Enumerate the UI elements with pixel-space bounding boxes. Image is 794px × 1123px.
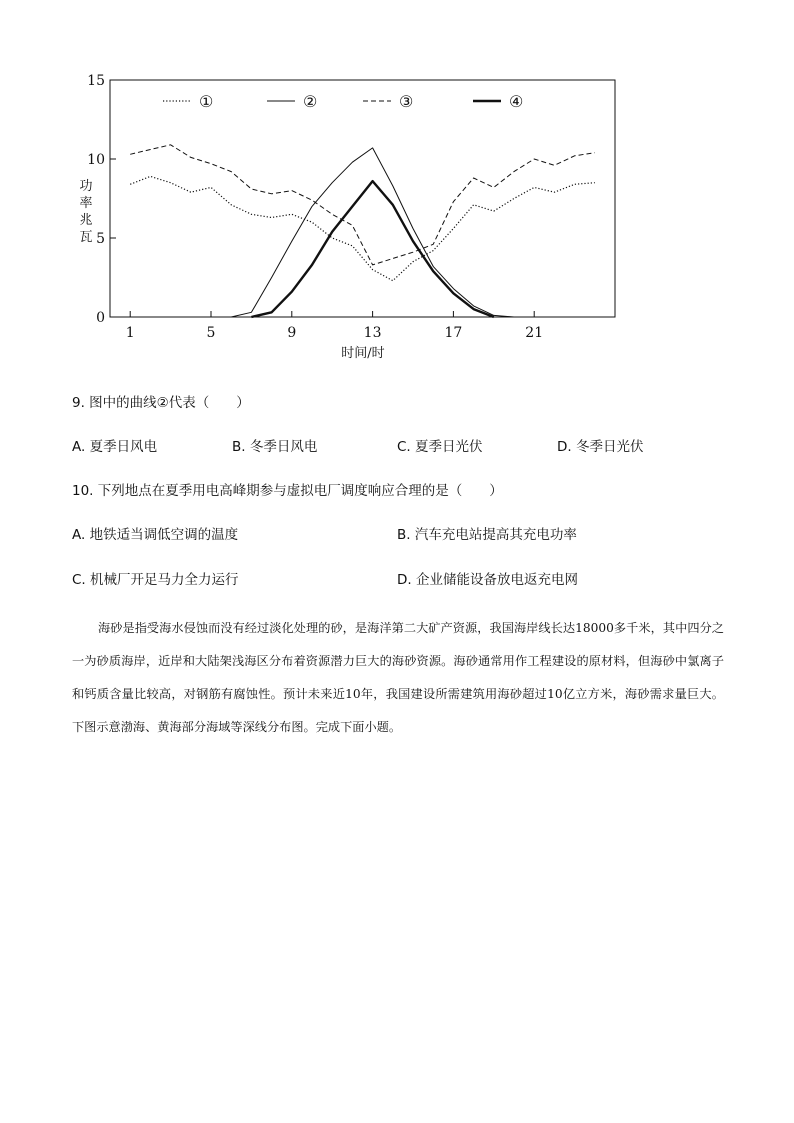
y-tick-label: 15 — [87, 73, 105, 89]
power-line-chart — [60, 68, 640, 368]
x-tick-label: 1 — [125, 325, 135, 341]
x-tick-label: 9 — [287, 325, 297, 341]
question-9-option-b[interactable]: B. 冬季日风电 — [232, 439, 318, 455]
question-10-stem: 10. 下列地点在夏季用电高峰期参与虚拟电厂调度响应合理的是（ ） — [72, 483, 503, 499]
series-line-2 — [231, 148, 514, 317]
x-axis-label: 时间/时 — [341, 346, 385, 361]
x-tick-label: 13 — [363, 325, 382, 341]
y-axis-label: 功率兆瓦 — [79, 179, 93, 245]
legend — [163, 92, 523, 111]
question-9-stem: 9. 图中的曲线②代表（ ） — [72, 395, 250, 411]
legend-label-4: ④ — [509, 92, 524, 111]
question-9-option-c[interactable]: C. 夏季日光伏 — [397, 439, 483, 455]
x-tick-label: 17 — [444, 325, 463, 341]
x-tick-label: 21 — [525, 325, 544, 341]
y-tick-label: 0 — [96, 310, 105, 326]
question-9-option-a[interactable]: A. 夏季日风电 — [72, 439, 158, 455]
series-group — [130, 145, 595, 317]
plot-frame — [110, 80, 615, 317]
question-10-option-d[interactable]: D. 企业储能设备放电返充电网 — [397, 572, 578, 588]
x-tick-label: 5 — [206, 325, 216, 341]
legend-label-1: ① — [199, 92, 214, 111]
legend-label-2: ② — [303, 92, 318, 111]
y-tick-label: 10 — [87, 152, 105, 168]
question-10-option-c[interactable]: C. 机械厂开足马力全力运行 — [72, 572, 239, 588]
legend-label-3: ③ — [399, 92, 414, 111]
passage-paragraph: 海砂是指受海水侵蚀而没有经过淡化处理的砂，是海洋第二大矿产资源，我国海岸线长达18000多千米，其中四分之一为砂质海岸，近岸和大陆架浅海区分布着资源潜力巨大的海砂资源。海砂通常用作工程建设的原材料，但海砂中氯离子和钙质含量比较高，对钢筋有腐蚀性。预计未来近10年，我国建设所需建筑用海砂超过10亿立方米，海砂需求量巨大。下图示意渤海、黄海部分海域等深线分布图。完成下面小题。 — [72, 621, 724, 734]
series-line-3 — [130, 145, 595, 265]
question-10-option-a[interactable]: A. 地铁适当调低空调的温度 — [72, 527, 239, 543]
x-axis — [126, 311, 543, 341]
question-10-option-b[interactable]: B. 汽车充电站提高其充电功率 — [397, 527, 577, 543]
question-9-option-d[interactable]: D. 冬季日光伏 — [557, 439, 644, 455]
y-tick-label: 5 — [96, 231, 105, 247]
